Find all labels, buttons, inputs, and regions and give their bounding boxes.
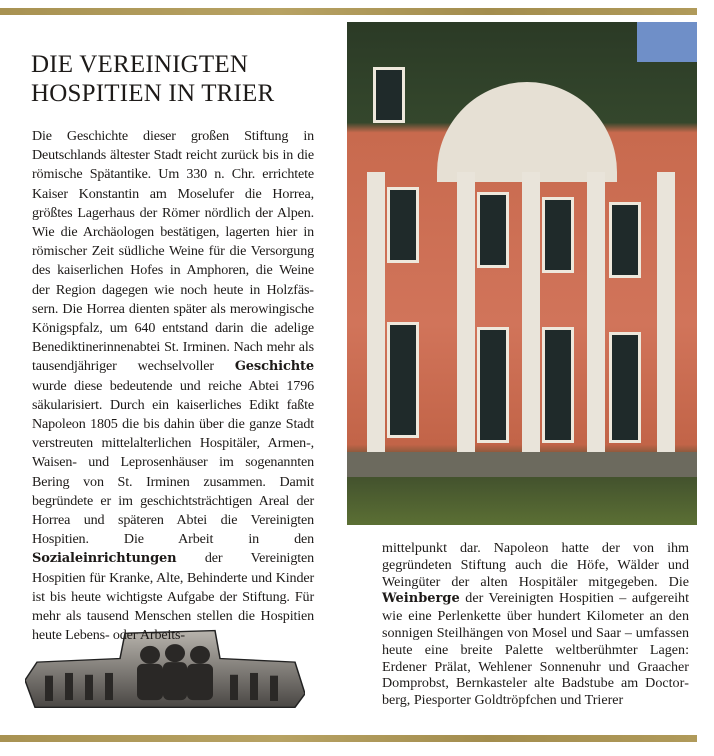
page-margin xyxy=(697,0,714,756)
window xyxy=(387,322,419,438)
window xyxy=(542,327,574,443)
pilaster xyxy=(367,172,385,462)
bottom-gold-rule xyxy=(0,735,697,742)
paragraph-text: wurde diese bedeutende und reiche Abtei 1796 säkularisiert. Durch ein kaiserliches Edikt faßte Napoleon 1805 die bis dahin über die ganze Stadt verstreuten mittelalterlichen Hospitäler, Armen-, Waisen- und Leprosenhäuser im sogenannten Bering von St. Irminen zusammen. Damit begründete er im geschichtsträchtigen Areal der Horrea und späteren Abtei die Vereinigten Hospitien. Die Arbeit in den xyxy=(32,377,314,548)
title-line-1: DIE VEREINIGTEN xyxy=(31,51,249,78)
bold-keyword: Geschichte xyxy=(234,359,314,375)
top-gold-rule xyxy=(0,8,697,15)
pilaster xyxy=(587,172,605,462)
window xyxy=(477,327,509,443)
baroque-gable xyxy=(437,82,617,182)
title-line-2: HOSPITIEN IN TRIER xyxy=(31,80,275,107)
front-steps xyxy=(347,452,697,477)
bold-keyword: Weinberge xyxy=(382,591,460,607)
window xyxy=(387,187,419,263)
window xyxy=(542,197,574,273)
building-photo xyxy=(347,22,697,525)
right-text-column xyxy=(382,540,689,709)
window xyxy=(477,192,509,268)
left-text-column xyxy=(32,127,314,645)
page-title xyxy=(31,50,331,108)
paragraph-text: der Vereinigten Hospitien für Kranke, Alte, Behinderte und Kinder ist bis heute wichtigste Aufgabe der Stiftung. Für mehr als tausend Menschen stellen die Hospitien heute Lebens- oder Arbeits- xyxy=(32,550,314,644)
window xyxy=(609,332,641,443)
window xyxy=(609,202,641,278)
sky xyxy=(637,22,697,62)
pilaster xyxy=(457,172,475,462)
paragraph-text: Die Geschichte dieser großen Stiftung in Deutschlands ältester Stadt reicht zurück bis in die römische Spätantike. Um 330 n. Chr. errichtete Kaiser Konstantin am Moselufer die Horrea, größtes Lagerhaus der Römer nördlich der Alpen. Wie die Archäologen bestätigen, lagerten hier in römischer Zeit südliche Weine für die Versorgung des kaiserlichen Hofes in Amphoren, die Weine der Region dagegen wie noch heute in Holzfässern. Die Horrea dienten später als merowingische Königspfalz, um 640 entstand darin die adelige Benediktinerinnenabtei St. Irminen. Nach mehr als tausendjähriger wechselvoller xyxy=(32,128,314,375)
paragraph-text: der Vereinigten Hospitien – aufgereiht wie eine Perlenkette über hundert Kilometer an den sonnigen Steilhängen von Mosel und Saar – umfassen heute eine breite Palette weltberühmter Lagen: Erdener Prälat, Wehlener Sonnenuhr und Graacher Domprobst, Bernkasteler alte Badstube am Doctorberg, Piesporter Goldtröpfchen und Trierer xyxy=(382,590,689,709)
window xyxy=(373,67,405,123)
paragraph-text: mittelpunkt dar. Napoleon hatte der von ihm gegründeten Stiftung auch die Höfe, Wälder und Weingüter der alten Hospitäler mitgegeben. Die xyxy=(382,540,689,590)
pilaster xyxy=(657,172,675,462)
bold-keyword: Sozialeinrichtungen xyxy=(32,551,177,567)
pilaster xyxy=(522,172,540,462)
